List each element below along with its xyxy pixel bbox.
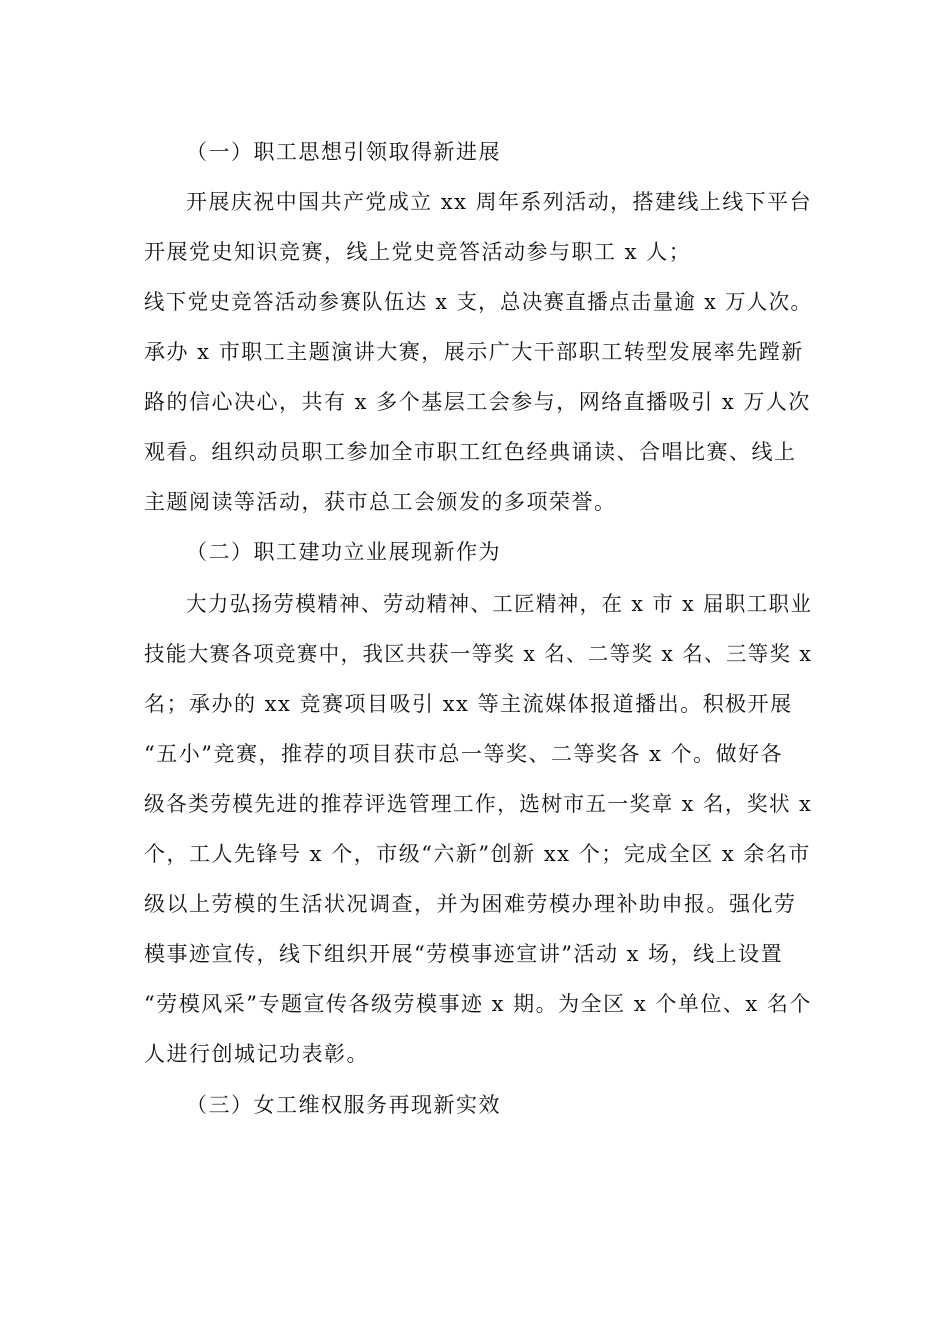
paragraph-line: 级以上劳模的生活状况调查，并为困难劳模办理补助申报。强化劳 <box>144 892 797 916</box>
paragraph-line: 模事迹宣传，线下组织开展“劳模事迹宣讲”活动 x 场，线上设置 <box>144 942 784 966</box>
paragraph-line: 观看。组织动员职工参加全市职工红色经典诵读、合唱比赛、线上 <box>144 440 797 464</box>
paragraph-line: “劳模风采”专题宣传各级劳模事迹 x 期。为全区 x 个单位、x 名个 <box>144 992 812 1016</box>
paragraph-line: 名；承办的 xx 竞赛项目吸引 xx 等主流媒体报道播出。积极开展 <box>144 692 793 716</box>
paragraph-line: 开展庆祝中国共产党成立 xx 周年系列活动，搭建线上线下平台 <box>186 190 813 214</box>
paragraph-line: 路的信心决心，共有 x 多个基层工会参与，网络直播吸引 x 万人次 <box>144 390 811 414</box>
paragraph-line: 主题阅读等活动，获市总工会颁发的多项荣誉。 <box>144 490 617 514</box>
paragraph-line: 大力弘扬劳模精神、劳动精神、工匠精神，在 x 市 x 届职工职业 <box>186 592 813 616</box>
section-heading-2: （二）职工建功立业展现新作为 <box>186 540 501 564</box>
paragraph-line: 承办 x 市职工主题演讲大赛，展示广大干部职工转型发展率先蹚新 <box>144 340 804 364</box>
section-heading-1: （一）职工思想引领取得新进展 <box>186 140 501 164</box>
paragraph-line: “五小”竞赛，推荐的项目获市总一等奖、二等奖各 x 个。做好各 <box>144 742 784 766</box>
paragraph-line: 线下党史竞答活动参赛队伍达 x 支，总决赛直播点击量逾 x 万人次。 <box>144 290 813 314</box>
paragraph-line: 个，工人先锋号 x 个，市级“六新”创新 xx 个；完成全区 x 余名市 <box>144 842 811 866</box>
paragraph-line: 技能大赛各项竞赛中，我区共获一等奖 x 名、二等奖 x 名、三等奖 x <box>144 642 813 666</box>
section-heading-3: （三）女工维权服务再现新实效 <box>186 1093 501 1117</box>
paragraph-line: 开展党史知识竞赛，线上党史竞答活动参与职工 x 人； <box>144 240 692 264</box>
paragraph-line: 人进行创城记功表彰。 <box>144 1042 369 1066</box>
paragraph-line: 级各类劳模先进的推荐评选管理工作，选树市五一奖章 x 名，奖状 x <box>144 792 813 816</box>
